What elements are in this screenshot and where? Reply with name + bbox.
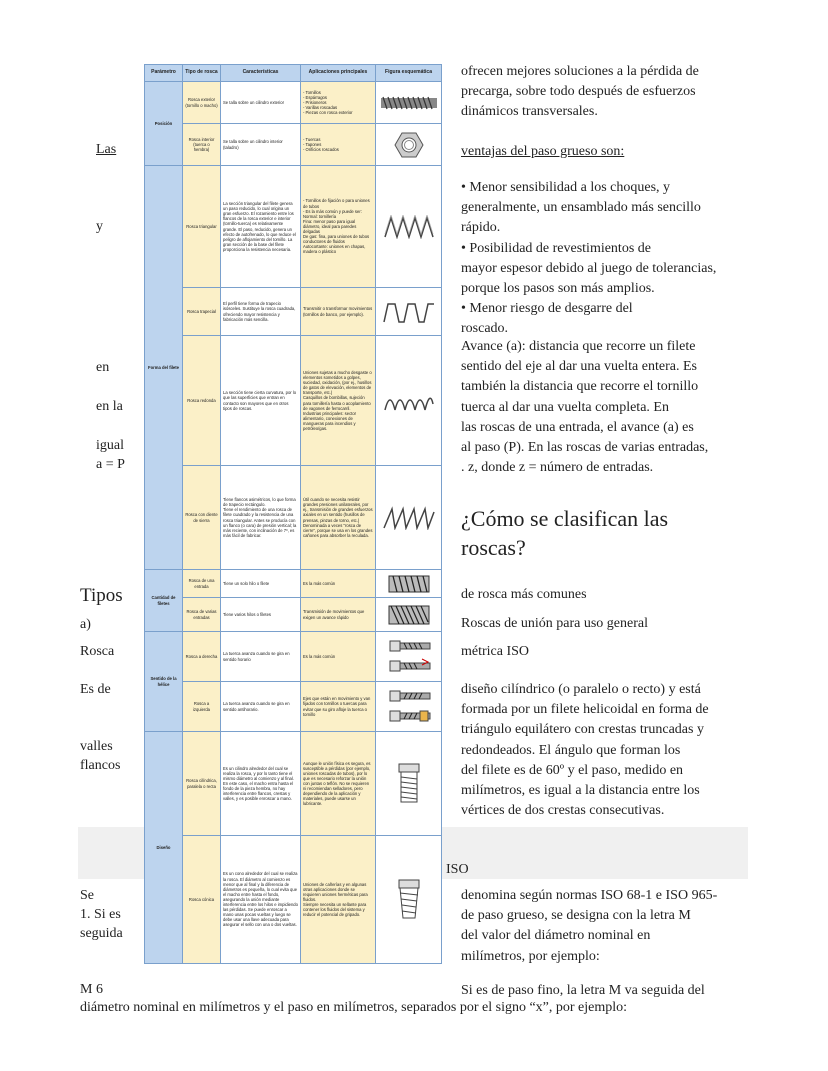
ventajas-heading: ventajas del paso grueso son: [461,144,625,159]
table-row: Rosca cónica Es un cono alrededor del cual se realiza la rosca. El diámetro al comienzo es menor que al final y la diferencia de diámetros es pequeña, lo cual evita que el macho entre hasta el fondo, asegurando la unión mediante interferencia entre los hilos e impidiendo las pérdidas. Se puede enroscar a mano unas pocas vueltas y luego se debe usar una llave adecuada para asegurar el sello con una o dos vueltas. Uniones de cañerías y en algunas otras aplicaciones donde se requieren uniones herméticas para fluidos. Siempre necesita un sellante para contener los fluidos del sistema y reducir el potencial de gripado. [145,836,442,964]
table-row: Sentido de la hélice Rosca a derecha La tuerca avanza cuando se gira en sentido horario Es la más común [145,632,442,682]
fragment-a-eq-p: a = P [96,457,125,472]
triangular-thread-icon [376,166,442,288]
table-row: Rosca de varias entradas Tiene varios hilos o filetes Transmisión de movimientos que exigen un avance rápido [145,598,442,632]
group-sentido: Sentido de la hélice [145,632,183,732]
table-row: Rosca a izquierda La tuerca avanza cuando se gira en sentido antihorario. Ejes que están en movimiento y van fijados con tornillos o tuercas para evitar que su giro afloje la tuerca o tornillo [145,682,442,732]
paso-fino: Si es de paso fino, la letra M va seguida del [461,983,705,998]
fragment-las: Las [96,142,117,157]
metrica-iso: métrica ISO [461,644,530,659]
fragment-en-la: en la [96,399,123,414]
right-hand-thread-icon [376,632,442,682]
roscas-union: Roscas de unión para uso general [461,616,648,631]
group-posicion: Posición [145,82,183,166]
group-cantidad: Cantidad de filetes [145,570,183,632]
fragment-tipos: Tipos [80,585,123,606]
fragment-m6: M 6 [80,982,103,997]
table-row: Posición Rosca exterior (tornillo o macho) Se talla sobre un cilindro exterior - Tornillos - Espárragos - Prisioneros - Varillas roscadas - Piezas con rosca exterior [145,82,442,124]
fragment-es-de: Es de [80,682,111,697]
table-row: Rosca redonda La sección tiene cierta curvatura, por lo que las superficies que entran en contacto son mayores que en otros tipos de roscas. Uniones sujetas a mucho desgaste o elementos sometidos a golpes, suciedad, oxidación, (por ej., husillos de gatos de elevación, elementos de transporte, etc.) Casquillos de bombillas, sujeción para tornillería hasta o acoplamiento de vagones de ferrocarril. Industrias principales: sector alimentario, conexiones de mangueras para incendios y petróleo/gas. [145,336,442,466]
fragment-igual: igual [96,438,124,453]
sawtooth-thread-icon [376,466,442,570]
round-thread-icon [376,336,442,466]
subheading-de-rosca: de rosca más comunes [461,587,587,602]
left-hand-thread-icon [376,682,442,732]
paragraph-denomina: denomina según normas ISO 68-1 e ISO 965- de paso grueso, se designa con la letra M del valor del diámetro nominal en milímetros, por ejemplo: [461,888,718,964]
fragment-a: a) [80,617,91,632]
paragraph-avance: Avance (a): distancia que recorre un filete sentido del eje al dar una vuelta entera. Es también la distancia que recorre el tornillo tuerca al dar una vuelta completa. En las roscas de una entrada, el avance (a) es al paso (P). En las roscas de varias entradas, . z, donde z = número de entradas. [461,339,709,476]
trapezoidal-thread-icon [376,288,442,336]
header-caracteristicas: Características [221,65,301,82]
bullet-list [461,178,716,340]
fragment-valles: valles [80,739,113,754]
paragraph-diseno: diseño cilíndrico (o paralelo o recto) y está formada por un filete helicoidal en forma de triángulo equilátero con crestas truncadas y redondeados. El ángulo que forman los del filete es de 60º y el paso, medido en milímetros, es igual a la distancia entre los vértices de dos crestas consecutivas. [461,682,709,819]
bullet-1: • Menor sensibilidad a los choques, y generalmente, un ensamblado más sencillo rápido. [461,180,701,236]
header-parametro: Parámetro [145,65,183,82]
table-row: Diseño Rosca cilíndrica, paralela o recta Es un cilindro alrededor del cual se realiza la rosca, y por lo tanto tiene el mismo diámetro al comienzo y al final. En este caso, el macho entra hasta el fondo de la pieza hembra, no hay interferencia entre flancos, crestas y valles, y es posible enroscar a mano. Aunque le unión física es segura, es susceptible a pérdidas (por ejemplo, uniones roscadas de tubos), por lo que es necesario reforzar la unión con juntas o teflón. No se requieren ni recomiendan selladores, pero dependiendo de la aplicación y materiales, puede usarse un lubricante. [145,732,442,836]
bullet-2: • Posibilidad de revestimientos de mayor espesor debido al juego de tolerancias, porque los pasos son más amplios. [461,240,717,297]
table-row: Cantidad de filetes Rosca de una entrada Tiene un solo hilo o filete Es la más común [145,570,442,598]
thread-spec-table [144,64,441,972]
single-start-thread-icon [376,570,442,598]
threaded-rod-icon [376,82,442,124]
bullet-3: • Menor riesgo de desgarre del roscado. [461,301,633,337]
table-row: Rosca con diente de sierra Tiene flancos asimétricos, lo que forma de trapecio rectángulo. Tiene el rendimiento de una rosca de filete cuadrado y la resistencia de una rosca triangular. Antes se producía con un flanco (o cara) de presión vertical; la más reciente, con inclinación de 7º, es más fácil de fabricar. Útil cuando se necesita resistir grandes presiones unilaterales, por ej., transmisión de grandes esfuerzos axiales en un sentido (husillos de prensas, pinzas de torno, etc.) Denominada a veces "rosca de cierre", porque se usa en los grandes cañones para absorber la reculada. [145,466,442,570]
section-heading: ¿Cómo se clasifican las roscas? [461,506,669,560]
header-figura: Figura esquemática [376,65,442,82]
table-row: Rosca interior (tuerca o hembra) Se talla sobre un cilindro interior (taladro) - Tuercas - Tapones - Orificios roscados [145,124,442,166]
cylindrical-thread-icon [376,732,442,836]
multi-start-thread-icon [376,598,442,632]
fragment-y: y [96,219,103,234]
last-line: diámetro nominal en milímetros y el paso en milímetros, separados por el signo “x”, por ejemplo: [80,1000,628,1015]
fragment-iso: ISO [446,862,469,877]
fragment-en: en [96,360,110,375]
hex-nut-icon [376,124,442,166]
fragment-si-es: 1. Si es [80,907,121,922]
fragment-se: Se [80,888,94,903]
fragment-rosca: Rosca [80,644,115,659]
table-row: Rosca trapecial El perfil tiene forma de trapecio isósceles. Sustituye la rosca cuadrada, ofreciendo mayor resistencia y fabricación más sencilla. Transmitir o transformar movimientos (tornillos de banco, por ejemplo). [145,288,442,336]
header-tipo: Tipo de rosca [183,65,221,82]
group-forma: Forma del filete [145,166,183,570]
fragment-seguida: seguida [80,926,123,941]
group-diseno: Diseño [145,732,183,964]
header-aplicaciones: Aplicaciones principales [301,65,376,82]
fragment-flancos: flancos [80,758,121,773]
paragraph-precarga: ofrecen mejores soluciones a la pérdida de precarga, sobre todo después de esfuerzos dinámicos transversales. [461,64,699,120]
table-row: Forma del filete Rosca triangular La sección triangular del filete genera un paso reducido, lo cual origina un gran esfuerzo. El rozamiento entre los flancos de la rosca exterior e interior (tornillo-tuerca) es relativamente grande. El paso, reducido, genera un efecto de autofrenado, lo que reduce el peligro de aflojamiento del tornillo. La gran sección de la base del filete proporciona la resistencia necesaria. - Tornillos de fijación o para uniones de tubos - Es la más común y puede ser: Normal: tornillería Fina: menor paso para igual diámetro, ideal para paredes delgadas De gas: fina, para uniones de tubos conductores de fluidos Autocortante: uniones en chapas, madera o plástico [145,166,442,288]
conical-thread-icon [376,836,442,964]
